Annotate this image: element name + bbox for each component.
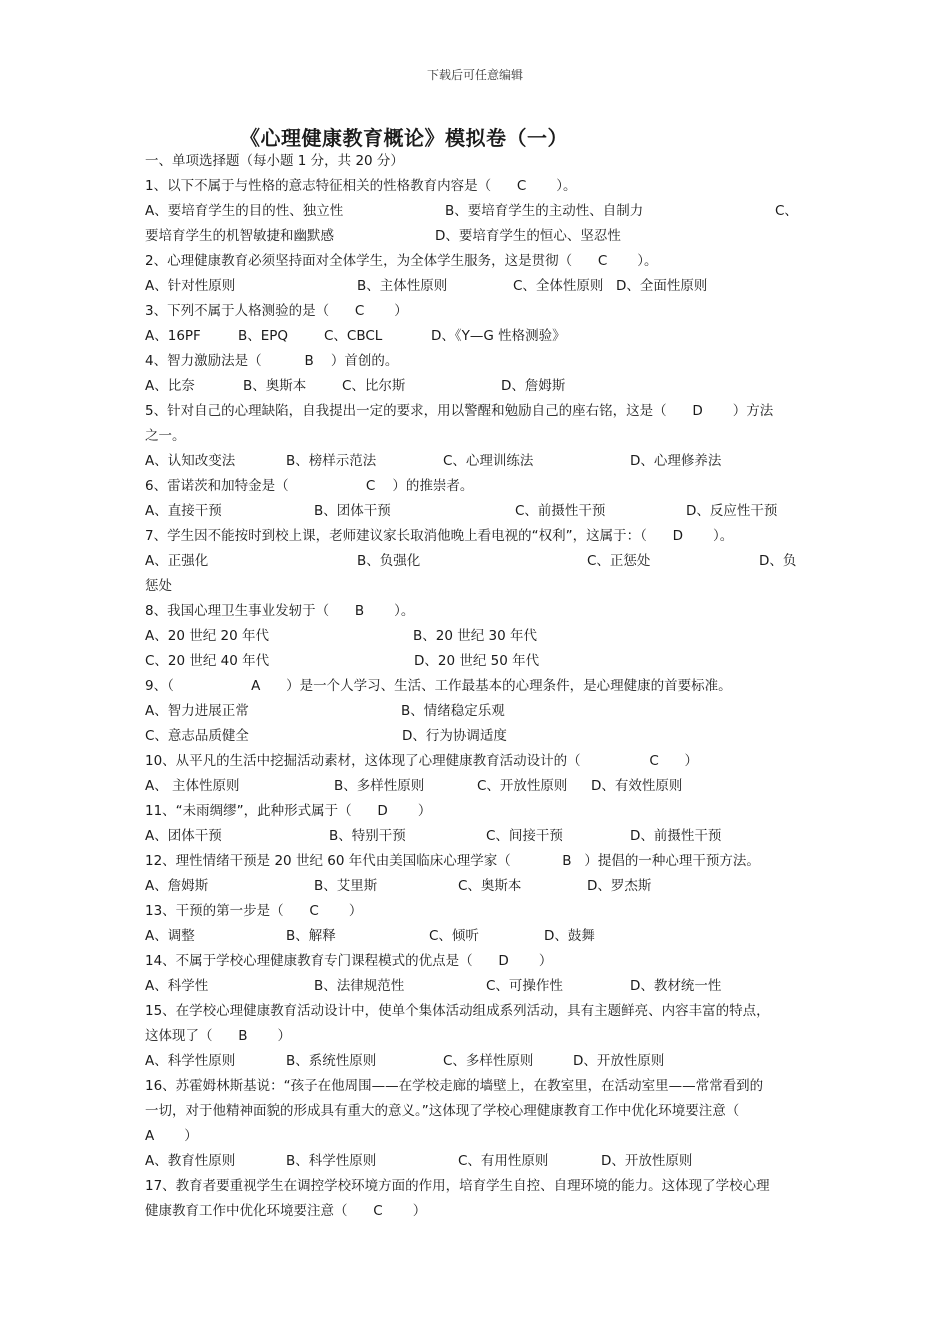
question-12-stem: 12、理性情绪干预是 20 世纪 60 年代由美国临床心理学家（ B ）提倡的一种心理干预方法。 <box>145 853 760 869</box>
question-7-stem: 7、学生因不能按时到校上课，老师建议家长取消他晚上看电视的“权利”，这属于：（ D ）。 <box>145 528 734 544</box>
option-c: C、有用性原则 <box>458 1153 549 1169</box>
question-10-stem: 10、从平凡的生活中挖掘活动素材，这体现了心理健康教育活动设计的（ C ） <box>145 753 699 769</box>
option-b: B、要培育学生的主动性、自制力 <box>445 203 644 219</box>
option-d-suffix: 惩处 <box>145 578 172 594</box>
option-c: C、间接干预 <box>486 828 563 844</box>
option-d: D、詹姆斯 <box>501 378 566 394</box>
option-b: B、特别干预 <box>329 828 406 844</box>
section-heading: 一、单项选择题（每小题 1 分，共 20 分） <box>145 153 404 169</box>
option-c: C、倾听 <box>429 928 479 944</box>
question-2-stem: 2、心理健康教育必须坚持面对全体学生，为全体学生服务，这是贯彻（ C ）。 <box>145 253 658 269</box>
option-c: C、比尔斯 <box>342 378 406 394</box>
option-a: A、詹姆斯 <box>145 878 209 894</box>
option-b: B、科学性原则 <box>286 1153 377 1169</box>
option-d: D、有效性原则 <box>591 778 683 794</box>
option-c: C、前摄性干预 <box>515 503 606 519</box>
option-d: D、行为协调适度 <box>402 728 507 744</box>
option-a: A、比奈 <box>145 378 195 394</box>
option-b: B、主体性原则 <box>357 278 448 294</box>
option-a: A、20 世纪 20 年代 <box>145 628 269 644</box>
question-5-stem-line-1: 5、针对自己的心理缺陷，自我提出一定的要求，用以警醒和勉励自己的座右铭，这是（ D ）方法 <box>145 403 774 419</box>
option-b: B、情绪稳定乐观 <box>401 703 505 719</box>
header-note: 下载后可任意编辑 <box>426 68 523 82</box>
document-title: 《心理健康教育概论》模拟卷（一） <box>240 126 568 150</box>
option-d: D、开放性原则 <box>601 1153 693 1169</box>
option-a: A、直接干预 <box>145 503 222 519</box>
option-c: C、意志品质健全 <box>145 728 249 744</box>
option-d: D、前摄性干预 <box>630 828 722 844</box>
option-c: C、CBCL <box>324 328 383 344</box>
option-b: B、奥斯本 <box>243 378 307 394</box>
question-17-stem-line-1: 17、教育者要重视学生在调控学校环境方面的作用，培育学生自控、自理环境的能力。这体现了学校心理 <box>145 1178 770 1194</box>
option-c: C、全体性原则 <box>513 278 604 294</box>
question-1-stem: 1、以下不属于与性格的意志特征相关的性格教育内容是（ C ）。 <box>145 178 577 194</box>
option-a: A、智力进展正常 <box>145 703 249 719</box>
option-c: C、20 世纪 40 年代 <box>145 653 270 669</box>
option-b: B、多样性原则 <box>334 778 425 794</box>
option-b: B、20 世纪 30 年代 <box>413 628 537 644</box>
question-14-stem: 14、不属于学校心理健康教育专门课程模式的优点是（ D ） <box>145 953 553 969</box>
option-c: C、多样性原则 <box>443 1053 534 1069</box>
option-a: A、 主体性原则 <box>145 778 240 794</box>
question-9-stem: 9、（ A ）是一个人学习、生活、工作最基本的心理条件，是心理健康的首要标准。 <box>145 678 732 694</box>
option-a: A、调整 <box>145 928 195 944</box>
option-b: B、艾里斯 <box>314 878 378 894</box>
question-16-stem-line-1: 16、苏霍姆林斯基说：“孩子在他周围——在学校走廊的墙壁上，在教室里，在活动室里——常常看到的 <box>145 1078 764 1094</box>
question-8-stem: 8、我国心理卫生事业发轫于（ B ）。 <box>145 603 415 619</box>
question-16-stem-line-3: A ） <box>145 1128 198 1144</box>
option-c: C、开放性原则 <box>477 778 568 794</box>
question-13-stem: 13、干预的第一步是（ C ） <box>145 903 363 919</box>
option-c-prefix: C、 <box>775 203 798 219</box>
option-c: C、奥斯本 <box>458 878 522 894</box>
option-c: C、可操作性 <box>486 978 563 994</box>
option-d: D、鼓舞 <box>544 928 595 944</box>
option-b: B、榜样示范法 <box>286 453 377 469</box>
option-b: B、法律规范性 <box>314 978 405 994</box>
option-d: D、要培育学生的恒心、坚忍性 <box>435 228 621 244</box>
question-16-stem-line-2: 一切，对于他精神面貌的形成具有重大的意义。”这体现了学校心理健康教育工作中优化环境要注意（ <box>145 1103 740 1119</box>
question-5-stem-line-2: 之一。 <box>145 428 186 444</box>
question-15-stem-line-1: 15、在学校心理健康教育活动设计中，使单个集体活动组成系列活动，具有主题鲜亮、内容丰富的特点， <box>145 1003 770 1019</box>
option-b: B、解释 <box>286 928 336 944</box>
option-d: D、《Y—G 性格测验》 <box>431 328 566 344</box>
option-a: A、要培育学生的目的性、独立性 <box>145 203 344 219</box>
option-d-prefix: D、负 <box>759 553 797 569</box>
option-a: A、科学性原则 <box>145 1053 236 1069</box>
option-c: C、心理训练法 <box>443 453 534 469</box>
option-c: 要培育学生的机智敏捷和幽默感 <box>145 228 334 244</box>
option-b: B、EPQ <box>238 328 289 344</box>
option-d: D、20 世纪 50 年代 <box>414 653 540 669</box>
question-6-stem: 6、雷诺茨和加特金是（ C ）的推崇者。 <box>145 478 474 494</box>
question-17-stem-line-2: 健康教育工作中优化环境要注意（ C ） <box>145 1203 427 1219</box>
option-b: B、团体干预 <box>314 503 391 519</box>
option-a: A、认知改变法 <box>145 453 236 469</box>
option-d: D、开放性原则 <box>573 1053 665 1069</box>
option-d: D、教材统一性 <box>630 978 722 994</box>
option-a: A、正强化 <box>145 553 209 569</box>
option-a: A、16PF <box>145 328 201 344</box>
option-d: D、反应性干预 <box>686 503 778 519</box>
option-b: B、系统性原则 <box>286 1053 377 1069</box>
option-c: C、正惩处 <box>587 553 651 569</box>
option-b: B、负强化 <box>357 553 421 569</box>
option-a: A、针对性原则 <box>145 278 236 294</box>
question-4-stem: 4、智力激励法是（ B ）首创的。 <box>145 353 399 369</box>
option-d: D、全面性原则 <box>616 278 708 294</box>
option-d: D、心理修养法 <box>630 453 722 469</box>
question-15-stem-line-2: 这体现了（ B ） <box>145 1028 292 1044</box>
question-11-stem: 11、“未雨绸缪”，此种形式属于（ D ） <box>145 803 432 819</box>
question-3-stem: 3、下列不属于人格测验的是（ C ） <box>145 303 408 319</box>
option-d: D、罗杰斯 <box>587 878 652 894</box>
option-a: A、科学性 <box>145 978 209 994</box>
option-a: A、教育性原则 <box>145 1153 236 1169</box>
option-a: A、团体干预 <box>145 828 222 844</box>
